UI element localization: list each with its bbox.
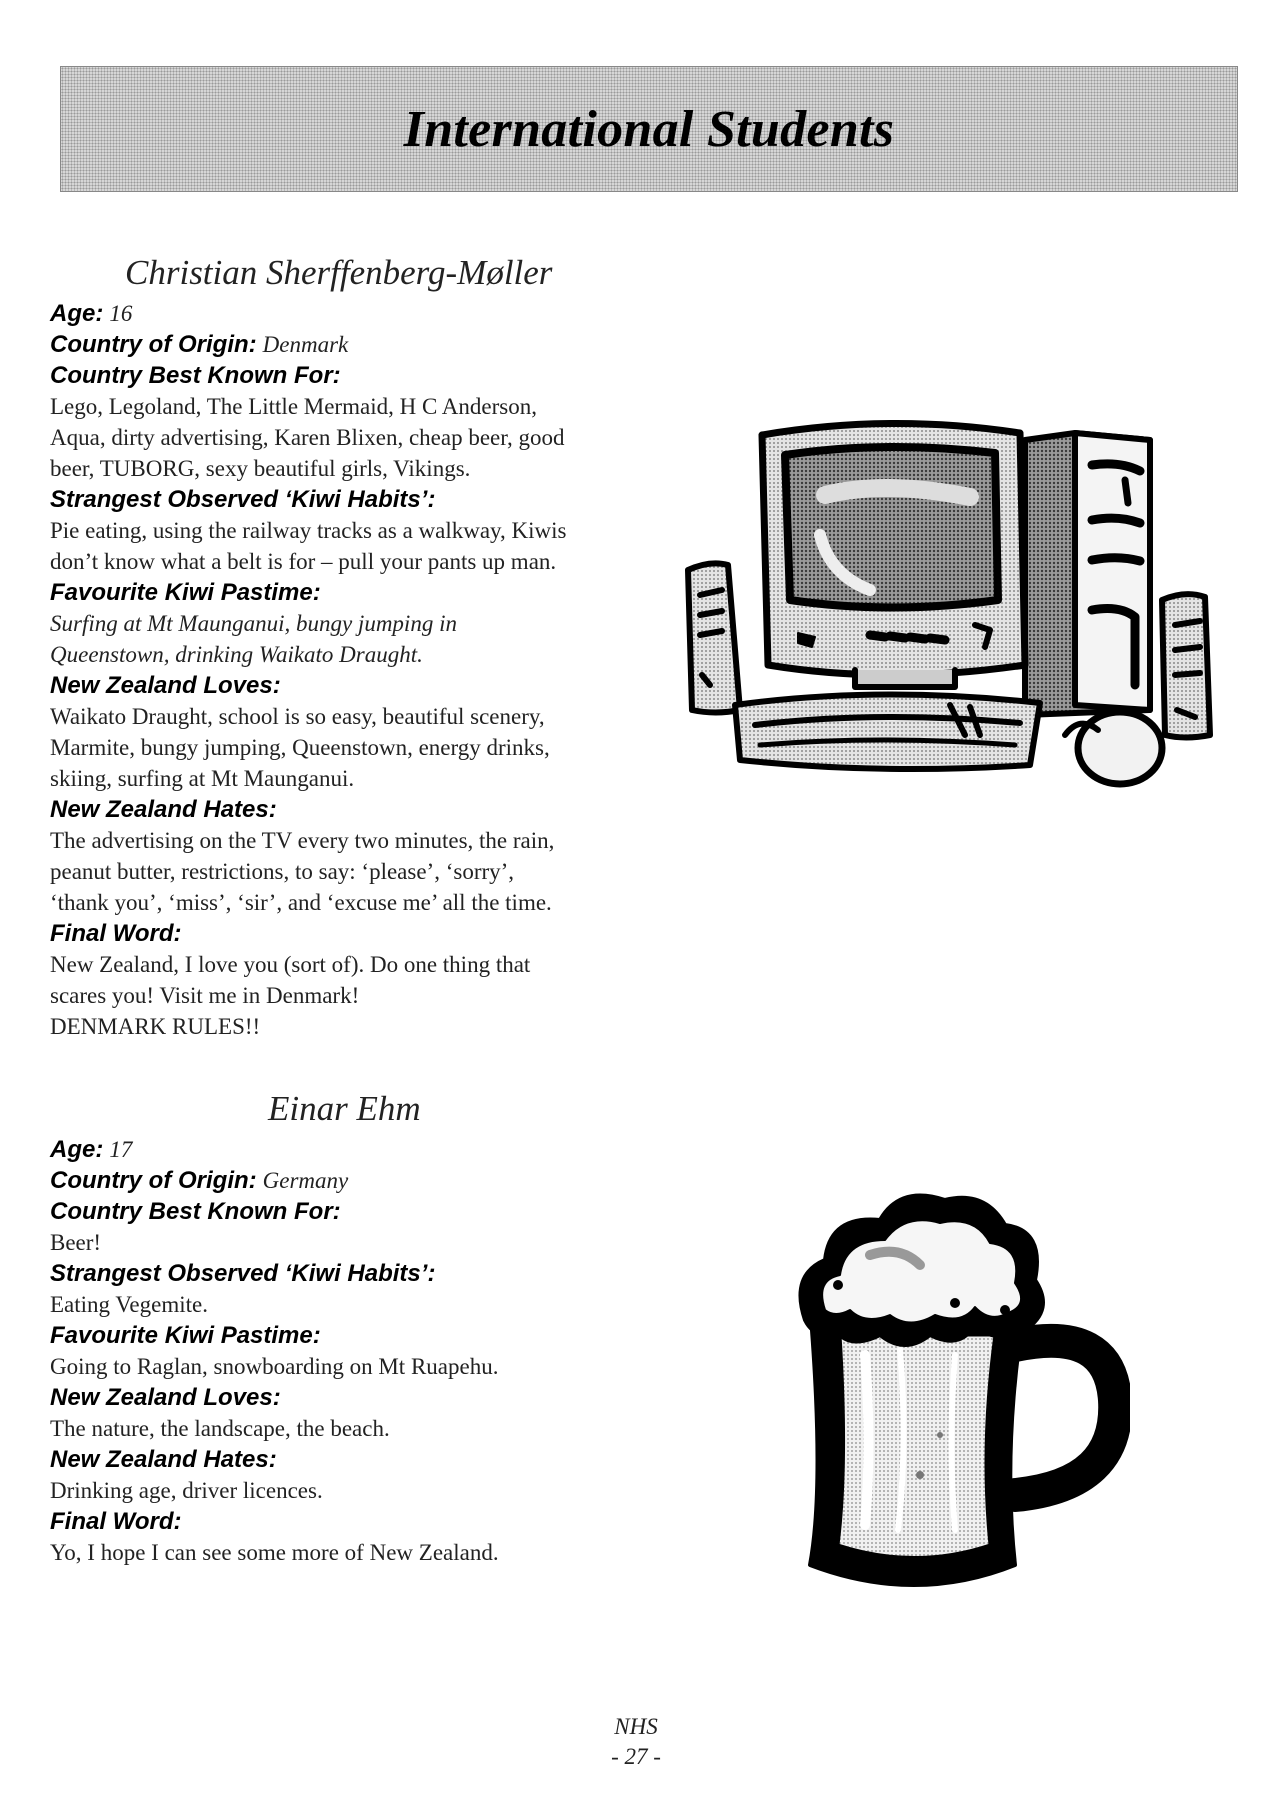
origin-value: Germany [262, 1168, 349, 1193]
loves-text: Waikato Draught, school is so easy, beautiful scenery, Marmite, bungy jumping, Queenstown, energy drinks, skiing, surfing at Mt Maunganui. [50, 704, 550, 791]
origin-label: Country of Origin: [50, 1167, 257, 1194]
publication-name: NHS [614, 1714, 658, 1739]
age-label: Age: [50, 300, 104, 327]
loves-label: New Zealand Loves: [50, 1384, 281, 1411]
age-value: 17 [109, 1137, 133, 1162]
final-word-label: Final Word: [50, 920, 182, 947]
age-value: 16 [109, 301, 133, 326]
final-word-text: New Zealand, I love you (sort of). Do one thing that scares you! Visit me in Denmark! DENMARK RULES!! [50, 952, 531, 1039]
title-banner [60, 66, 1238, 192]
pastime-label: Favourite Kiwi Pastime: [50, 1322, 321, 1349]
origin-label: Country of Origin: [50, 331, 257, 358]
loves-label: New Zealand Loves: [50, 672, 281, 699]
final-word-text: Yo, I hope I can see some more of New Zealand. [50, 1540, 499, 1565]
final-word-label: Final Word: [50, 1508, 182, 1535]
student-profile-einar [50, 1086, 690, 1568]
pastime-text: Surfing at Mt Maunganui, bungy jumping in Queenstown, drinking Waikato Draught. [50, 611, 457, 667]
hates-label: New Zealand Hates: [50, 796, 277, 823]
computer-icon [680, 385, 1235, 805]
habits-label: Strangest Observed ‘Kiwi Habits’: [50, 486, 436, 513]
origin-line [50, 329, 690, 360]
student-name: Christian Sherffenberg-Møller [125, 253, 553, 292]
age-line [50, 1134, 690, 1165]
student-name: Einar Ehm [268, 1089, 421, 1128]
student-profile-christian [50, 250, 690, 1042]
page-footer [0, 1712, 1272, 1772]
hates-label: New Zealand Hates: [50, 1446, 277, 1473]
known-for-text: Beer! [50, 1230, 102, 1255]
habits-text: Eating Vegemite. [50, 1292, 208, 1317]
loves-text: The nature, the landscape, the beach. [50, 1416, 390, 1441]
known-for-label: Country Best Known For: [50, 1198, 341, 1225]
habits-label: Strangest Observed ‘Kiwi Habits’: [50, 1260, 436, 1287]
habits-text: Pie eating, using the railway tracks as a walkway, Kiwis don’t know what a belt is for – pull your pants up man. [50, 518, 567, 574]
hates-text: Drinking age, driver licences. [50, 1478, 323, 1503]
hates-text: The advertising on the TV every two minutes, the rain, peanut butter, restrictions, to say: ‘please’, ‘sorry’, ‘thank you’, ‘miss’, ‘sir’, and ‘excuse me’ all the time. [50, 828, 555, 915]
pastime-label: Favourite Kiwi Pastime: [50, 579, 321, 606]
pastime-text: Going to Raglan, snowboarding on Mt Ruapehu. [50, 1354, 499, 1379]
age-label: Age: [50, 1136, 104, 1163]
beer-mug-icon [790, 1185, 1130, 1605]
known-for-label: Country Best Known For: [50, 362, 341, 389]
known-for-text: Lego, Legoland, The Little Mermaid, H C Anderson, Aqua, dirty advertising, Karen Blixen, cheap beer, good beer, TUBORG, sexy beautiful girls, Vikings. [50, 394, 565, 481]
origin-line [50, 1165, 690, 1196]
page-number: - 27 - [611, 1744, 661, 1769]
page-title: International Students [403, 100, 895, 158]
age-line [50, 298, 690, 329]
origin-value: Denmark [262, 332, 349, 357]
